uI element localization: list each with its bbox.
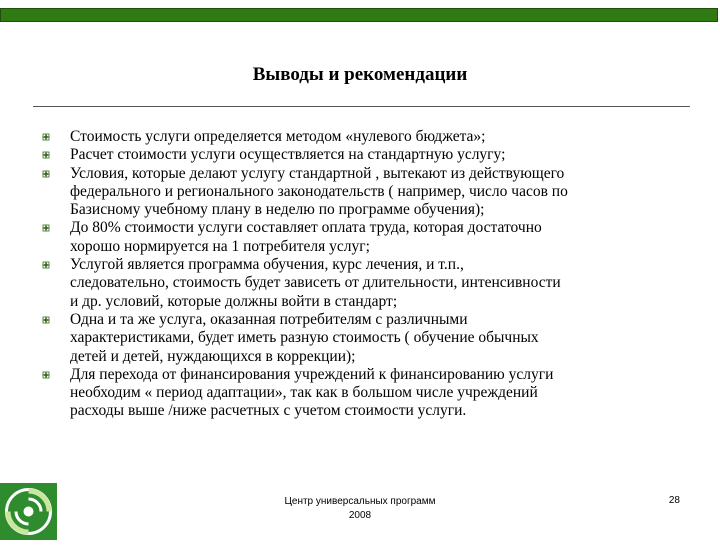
- bullet-line: Условия, которые делают услугу стандартной , вытекают из действующего: [70, 164, 565, 182]
- bullet-line: расходы выше /ниже расчетных с учетом стоимости услуги.: [70, 402, 467, 420]
- footer-year: 2008: [348, 510, 372, 521]
- bullet-square-icon: [42, 261, 50, 269]
- bullet-line: необходим « период адаптации», так как в большом числе учреждений: [70, 384, 538, 402]
- bullet-line: и др. условий, которые должны войти в стандарт;: [70, 292, 398, 310]
- bullet-line: Услугой является программа обучения, курс лечения, и т.п.,: [70, 256, 464, 274]
- bullet-item: [42, 366, 692, 421]
- bullet-line: Расчет стоимости услуги осуществляется на стандартную услугу;: [70, 146, 506, 164]
- bullet-item: [42, 256, 692, 311]
- bullet-square-icon: [42, 224, 50, 232]
- footer-organization: Центр универсальных программ: [284, 496, 436, 507]
- bullet-line: характеристиками, будет иметь разную стоимость ( обучение обычных: [70, 329, 539, 347]
- organization-logo-icon: [0, 483, 57, 540]
- bullet-line: Одна и та же услуга, оказанная потребителям с различными: [70, 310, 468, 328]
- bullet-square-icon: [42, 371, 50, 379]
- top-green-bar: [0, 8, 718, 22]
- bullet-list: [42, 128, 692, 421]
- bullet-square-icon: [42, 170, 50, 178]
- bullet-line: федерального и регионального законодательств ( например, число часов по: [70, 182, 568, 200]
- bullet-square-icon: [42, 133, 50, 141]
- top-banner: [0, 0, 720, 22]
- bullet-item: [42, 128, 692, 146]
- bullet-line: До 80% стоимости услуги составляет оплата труда, которая достаточно: [70, 219, 542, 237]
- page-number: 28: [668, 495, 680, 506]
- bullet-line: хорошо нормируется на 1 потребителя услуг;: [70, 237, 370, 255]
- bullet-square-icon: [42, 151, 50, 159]
- bullet-item: [42, 311, 692, 366]
- bullet-line: Базисному учебному плану в неделю по программе обучения);: [70, 201, 485, 219]
- bullet-item: [42, 165, 692, 220]
- bullet-line: следовательно, стоимость будет зависеть от длительности, интенсивности: [70, 274, 561, 292]
- bullet-item: [42, 219, 692, 256]
- bullet-line: Для перехода от финансирования учреждений к финансированию услуги: [70, 365, 554, 383]
- bullet-line: Стоимость услуги определяется методом «нулевого бюджета»;: [70, 128, 486, 145]
- title-divider: [33, 106, 690, 107]
- footer-caption: [230, 495, 490, 523]
- slide-title: Выводы и рекомендации: [252, 64, 468, 85]
- bullet-line: детей и детей, нуждающихся в коррекции);: [70, 347, 356, 365]
- bullet-item: [42, 146, 692, 164]
- bullet-square-icon: [42, 316, 50, 324]
